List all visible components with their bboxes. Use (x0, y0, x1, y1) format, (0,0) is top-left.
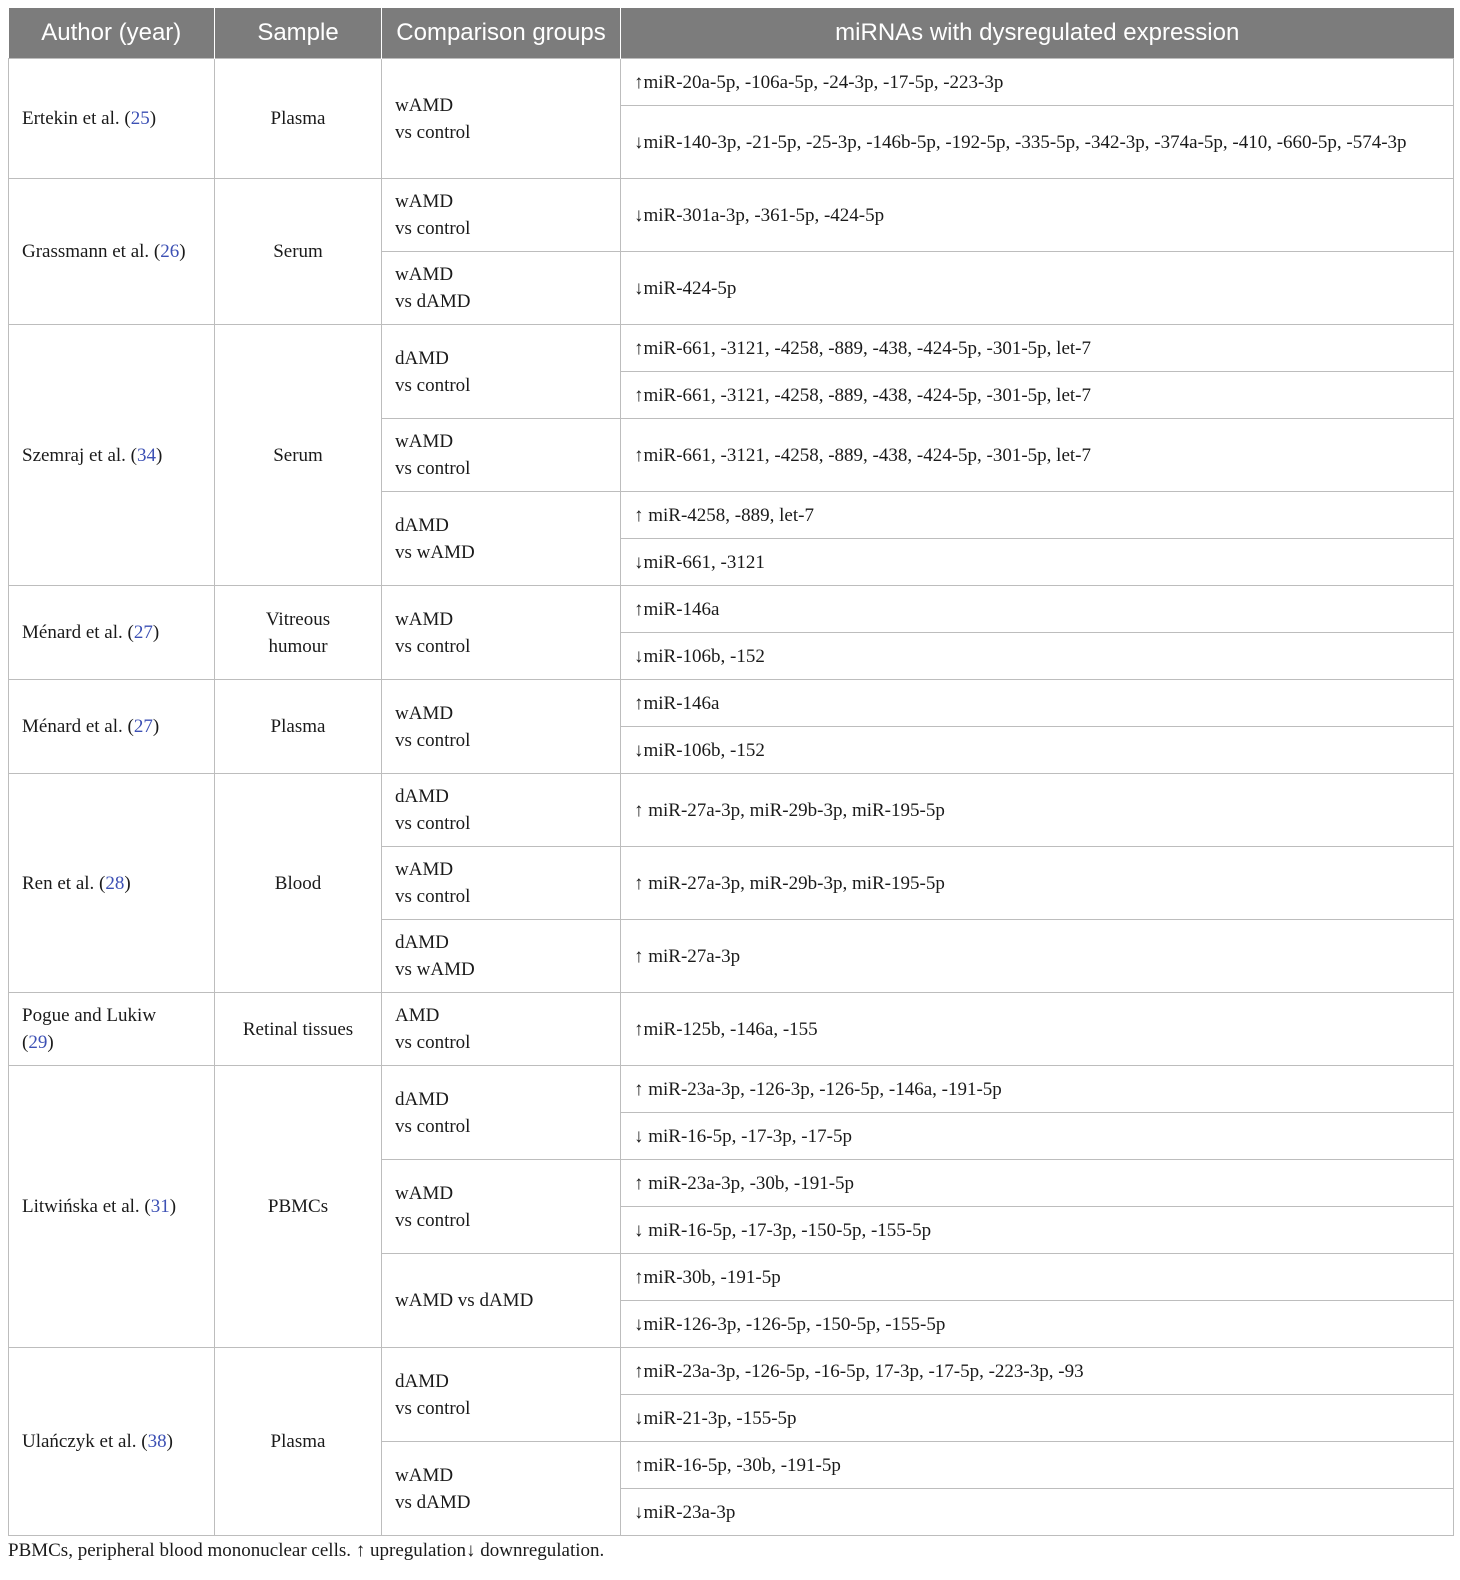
citation-link[interactable]: 29 (28, 1032, 48, 1053)
mirna-cell: ↑ miR-23a-3p, -30b, -191-5p (621, 1160, 1454, 1207)
mirna-table (8, 8, 1454, 1536)
mirna-cell: ↓miR-106b, -152 (621, 633, 1454, 680)
author-cell: Ertekin et al. (25) (9, 59, 215, 179)
comparison-cell: wAMD vs dAMD (382, 1254, 621, 1348)
comparison-cell: dAMD vs wAMD (382, 920, 621, 993)
mirna-cell: ↑ miR-27a-3p, miR-29b-3p, miR-195-5p (621, 847, 1454, 920)
table-row (9, 774, 1454, 847)
citation-link[interactable]: 27 (133, 716, 153, 737)
table-header-row (9, 8, 1454, 59)
comparison-cell: wAMD vs control (382, 419, 621, 492)
mirna-cell: ↑miR-16-5p, -30b, -191-5p (621, 1442, 1454, 1489)
table-row (9, 1348, 1454, 1395)
citation-link[interactable]: 25 (130, 108, 150, 129)
author-cell: Szemraj et al. (34) (9, 325, 215, 586)
comparison-cell: wAMD vs control (382, 1160, 621, 1254)
mirna-cell: ↓miR-23a-3p (621, 1489, 1454, 1536)
comparison-cell: wAMD vs dAMD (382, 252, 621, 325)
sample-cell: Retinal tissues (215, 993, 382, 1066)
mirna-cell: ↑ miR-27a-3p (621, 920, 1454, 993)
comparison-cell: dAMD vs control (382, 1066, 621, 1160)
sample-cell: Plasma (215, 59, 382, 179)
header-sample: Sample (215, 8, 382, 59)
mirna-cell: ↓miR-106b, -152 (621, 727, 1454, 774)
citation-link[interactable]: 34 (137, 444, 157, 466)
mirna-cell: ↓miR-21-3p, -155-5p (621, 1395, 1454, 1442)
comparison-cell: wAMD vs control (382, 847, 621, 920)
comparison-cell: wAMD vs control (382, 680, 621, 774)
comparison-cell: wAMD vs control (382, 179, 621, 252)
citation-link[interactable]: 27 (133, 622, 153, 643)
table-row (9, 680, 1454, 727)
header-mirnas: miRNAs with dysregulated expression (621, 8, 1454, 59)
author-cell: Grassmann et al. (26) (9, 179, 215, 325)
table-row (9, 59, 1454, 106)
table-row (9, 586, 1454, 633)
comparison-cell: wAMD vs control (382, 586, 621, 680)
sample-cell: Serum (215, 179, 382, 325)
table-body (9, 59, 1454, 1536)
comparison-cell: AMD vs control (382, 993, 621, 1066)
author-cell: Pogue and Lukiw (29) (9, 993, 215, 1066)
citation-link[interactable]: 28 (105, 872, 125, 894)
mirna-cell: ↑miR-30b, -191-5p (621, 1254, 1454, 1301)
author-cell: Ren et al. (28) (9, 774, 215, 993)
author-cell: Ménard et al. (27) (9, 680, 215, 774)
author-cell: Litwińska et al. (31) (9, 1066, 215, 1348)
author-cell: Ménard et al. (27) (9, 586, 215, 680)
comparison-cell: wAMD vs dAMD (382, 1442, 621, 1536)
sample-cell: PBMCs (215, 1066, 382, 1348)
mirna-cell: ↑miR-20a-5p, -106a-5p, -24-3p, -17-5p, -223-3p (621, 59, 1454, 106)
mirna-cell: ↓miR-661, -3121 (621, 539, 1454, 586)
header-author: Author (year) (9, 8, 215, 59)
mirna-cell: ↑miR-146a (621, 680, 1454, 727)
mirna-cell: ↓miR-140-3p, -21-5p, -25-3p, -146b-5p, -192-5p, -335-5p, -342-3p, -374a-5p, -410, -660-5p, -574-3p (621, 106, 1454, 179)
mirna-cell: ↑miR-125b, -146a, -155 (621, 993, 1454, 1066)
mirna-cell: ↑miR-661, -3121, -4258, -889, -438, -424-5p, -301-5p, let-7 (621, 419, 1454, 492)
mirna-cell: ↓miR-126-3p, -126-5p, -150-5p, -155-5p (621, 1301, 1454, 1348)
citation-link[interactable]: 38 (147, 1431, 167, 1452)
citation-link[interactable]: 26 (160, 241, 180, 262)
citation-link[interactable]: 31 (150, 1196, 170, 1217)
comparison-cell: dAMD vs control (382, 774, 621, 847)
mirna-cell: ↓ miR-16-5p, -17-3p, -150-5p, -155-5p (621, 1207, 1454, 1254)
mirna-cell: ↑miR-146a (621, 586, 1454, 633)
mirna-cell: ↑miR-661, -3121, -4258, -889, -438, -424-5p, -301-5p, let-7 (621, 325, 1454, 372)
sample-cell: Serum (215, 325, 382, 586)
sample-cell: Vitreous humour (215, 586, 382, 680)
mirna-cell: ↑ miR-27a-3p, miR-29b-3p, miR-195-5p (621, 774, 1454, 847)
comparison-cell: dAMD vs control (382, 1348, 621, 1442)
sample-cell: Blood (215, 774, 382, 993)
table-row (9, 993, 1454, 1066)
author-cell: Ulańczyk et al. (38) (9, 1348, 215, 1536)
mirna-cell: ↑ miR-4258, -889, let-7 (621, 492, 1454, 539)
comparison-cell: wAMD vs control (382, 59, 621, 179)
table-row (9, 1066, 1454, 1113)
mirna-cell: ↑miR-23a-3p, -126-5p, -16-5p, 17-3p, -17-5p, -223-3p, -93 (621, 1348, 1454, 1395)
sample-cell: Plasma (215, 680, 382, 774)
comparison-cell: dAMD vs wAMD (382, 492, 621, 586)
mirna-cell: ↑miR-661, -3121, -4258, -889, -438, -424-5p, -301-5p, let-7 (621, 372, 1454, 419)
sample-cell: Plasma (215, 1348, 382, 1536)
table-row (9, 325, 1454, 372)
table-footnote: PBMCs, peripheral blood mononuclear cells. ↑ upregulation↓ downregulation. (8, 1540, 605, 1561)
header-comparison: Comparison groups (382, 8, 621, 59)
comparison-cell: dAMD vs control (382, 325, 621, 419)
table-row (9, 179, 1454, 252)
mirna-cell: ↑ miR-23a-3p, -126-3p, -126-5p, -146a, -191-5p (621, 1066, 1454, 1113)
mirna-cell: ↓miR-424-5p (621, 252, 1454, 325)
mirna-cell: ↓miR-301a-3p, -361-5p, -424-5p (621, 179, 1454, 252)
mirna-cell: ↓ miR-16-5p, -17-3p, -17-5p (621, 1113, 1454, 1160)
